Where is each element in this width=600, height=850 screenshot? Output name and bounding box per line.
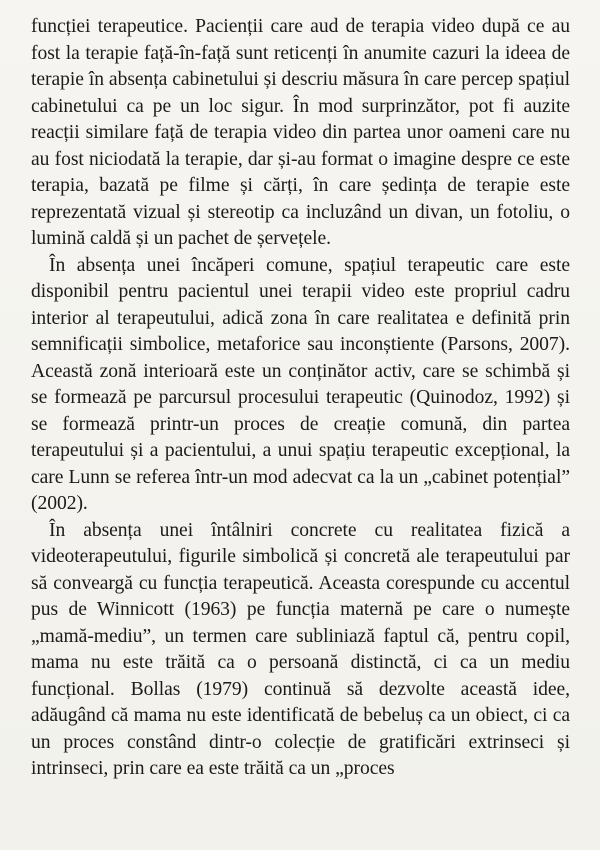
- paragraph-therapeutic-space: În absența unei încăperi comune, spațiul terapeutic care este disponibil pentru pacientul unei terapii video este propriul cadru interior al terapeutului, adică zona în care realitatea e definită prin semnificații simbolice, metaforice sau inconștiente (Parsons, 2007). Această zonă interioară este un conținător activ, care se schimbă și se formează pe parcursul procesului terapeutic (Quinodoz, 1992) și se formează printr-un proces de creație comună, din partea terapeutului și a pacientului, a unui spațiu terapeutic excepțional, la care Lunn se referea într-un mod adecvat ca la un „cabinet potențial” (2002).: [31, 254, 570, 514]
- paragraph-video-therapist: În absența unei întâlniri concrete cu realitatea fizică a videoterapeutului, figurile simbolică și concretă ale terapeutului par să conveargă cu funcția terapeutică. Aceasta corespunde cu accentul pus de Winnicott (1963) pe funcția maternă pe care o numește „mamă-mediu”, un termen care subliniază faptul că, pentru copil, mama nu este trăită ca o persoană distinctă, ci ca un mediu funcțional. Bollas (1979) continuă să dezvolte această idee, adăugând că mama nu este identificată de bebeluș ca un obiect, ci ca un proces constând dintr-o colecție de gratificări extrinseci și intrinseci, prin care ea este trăită ca un „proces: [31, 519, 570, 779]
- paragraph-continued: funcției terapeutice. Pacienții care aud de terapia video după ce au fost la terapie față-în-față sunt reticenți în anumite cazuri la ideea de terapie în absența cabinetului și descriu măsura în care percep spațiul cabinetului ca pe un loc sigur. În mod surprinzător, pot fi auzite reacții similare față de terapia video din partea unor oameni care nu au fost niciodată la terapie, dar și-au format o imagine despre ce este terapia, bazată pe filme și cărți, în care ședința de terapie este reprezentată vizual și stereotip ca incluzând un divan, un fotoliu, o lumină caldă și un pachet de șervețele.: [31, 16, 570, 249]
